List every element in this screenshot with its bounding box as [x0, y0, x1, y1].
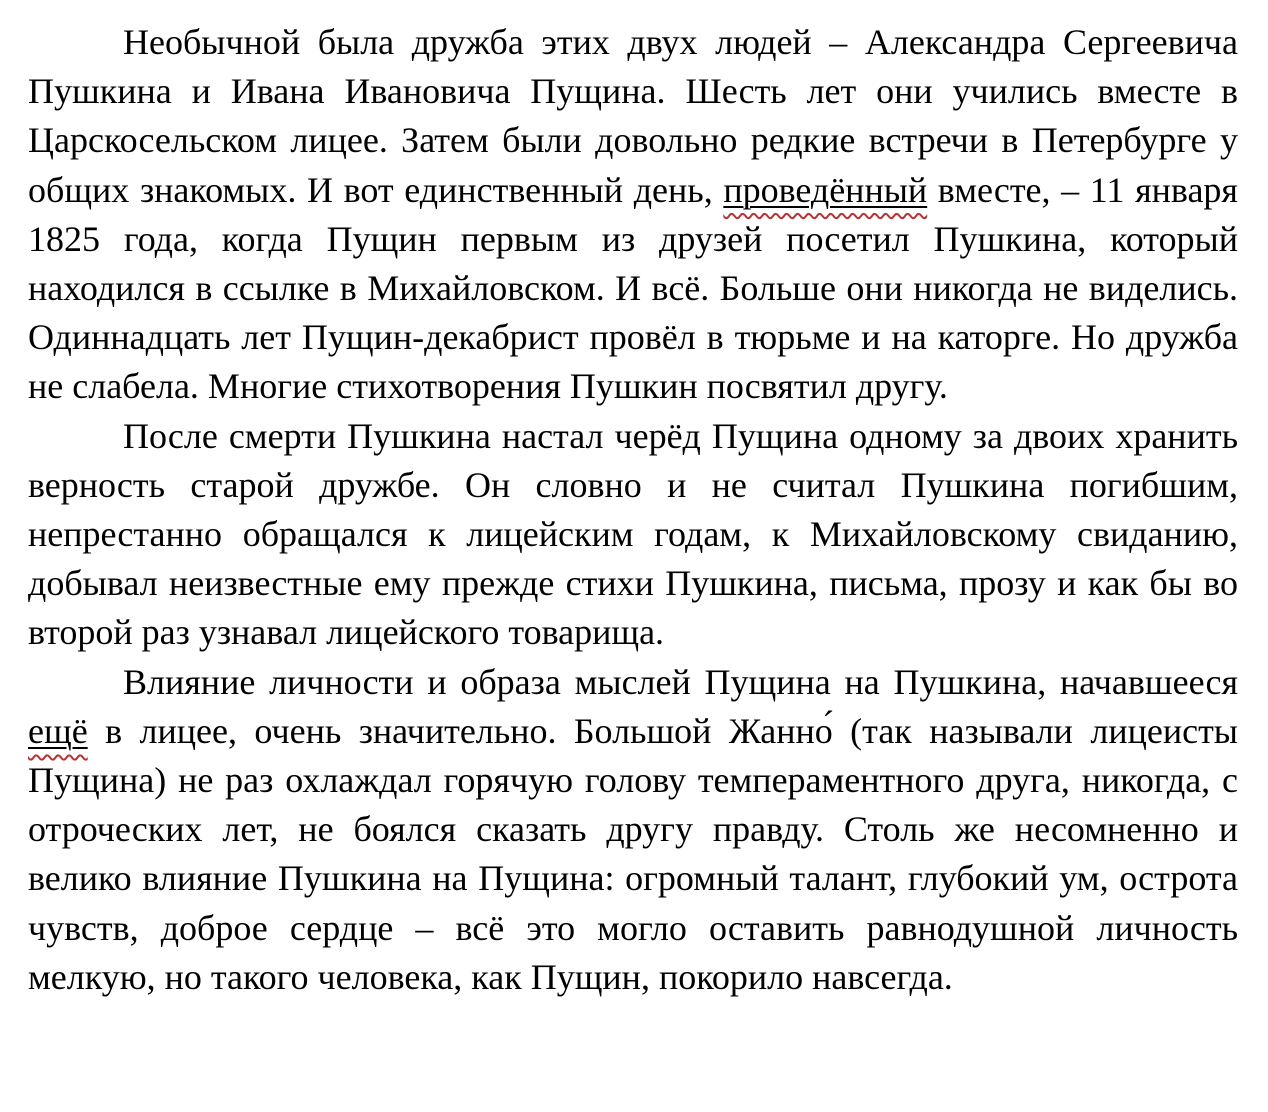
- paragraph-1: Необычной была дружба этих двух людей – Александра Сергеевича Пушкина и Ивана Ивановича Пущина. Шесть лет они учились вместе в Царскосельском лицее. Затем были довольно редкие встречи в Петербурге у общих знакомых. И вот единственный день, проведённый вместе, – 11 января 1825 года, когда Пущин первым из друзей посетил Пушкина, который находился в ссылке в Михайловском. И всё. Больше они никогда не виделись. Одиннадцать лет Пущин-декабрист провёл в тюрьме и на каторге. Но дружба не слабела. Многие стихотворения Пушкин посвятил другу.: [28, 22, 1238, 407]
- document-body: [28, 18, 1238, 1002]
- spellcheck-squiggle-text: проведённый: [723, 169, 928, 210]
- paragraph-3: Влияние личности и образа мыслей Пущина на Пушкина, начавшееся ещё в лицее, очень значительно. Большой Жанно́ (так называли лицеисты Пущина) не раз охлаждал горячую голову темпераментного друга, никогда, с отроческих лет, не боялся сказать другу правду. Столь же несомненно и велико влияние Пушкина на Пущина: огромный талант, глубокий ум, острота чувств, доброе сердце – всё это могло оставить равнодушной личность мелкую, но такого человека, как Пущин, покорило навсегда.: [28, 661, 1238, 997]
- misspelled-underlined-word: [28, 711, 88, 751]
- spellcheck-squiggle-text: ещё: [28, 710, 88, 751]
- misspelled-underlined-word: [723, 170, 927, 210]
- paragraph-2: После смерти Пушкина настал черёд Пущина одному за двоих хранить верность старой дружбе. Он словно и не считал Пушкина погибшим, непрестанно обращался к лицейским годам, к Михайловскому свиданию, добывал неизвестные ему прежде стихи Пушкина, письма, прозу и как бы во второй раз узнавал лицейского товарища.: [28, 415, 1238, 653]
